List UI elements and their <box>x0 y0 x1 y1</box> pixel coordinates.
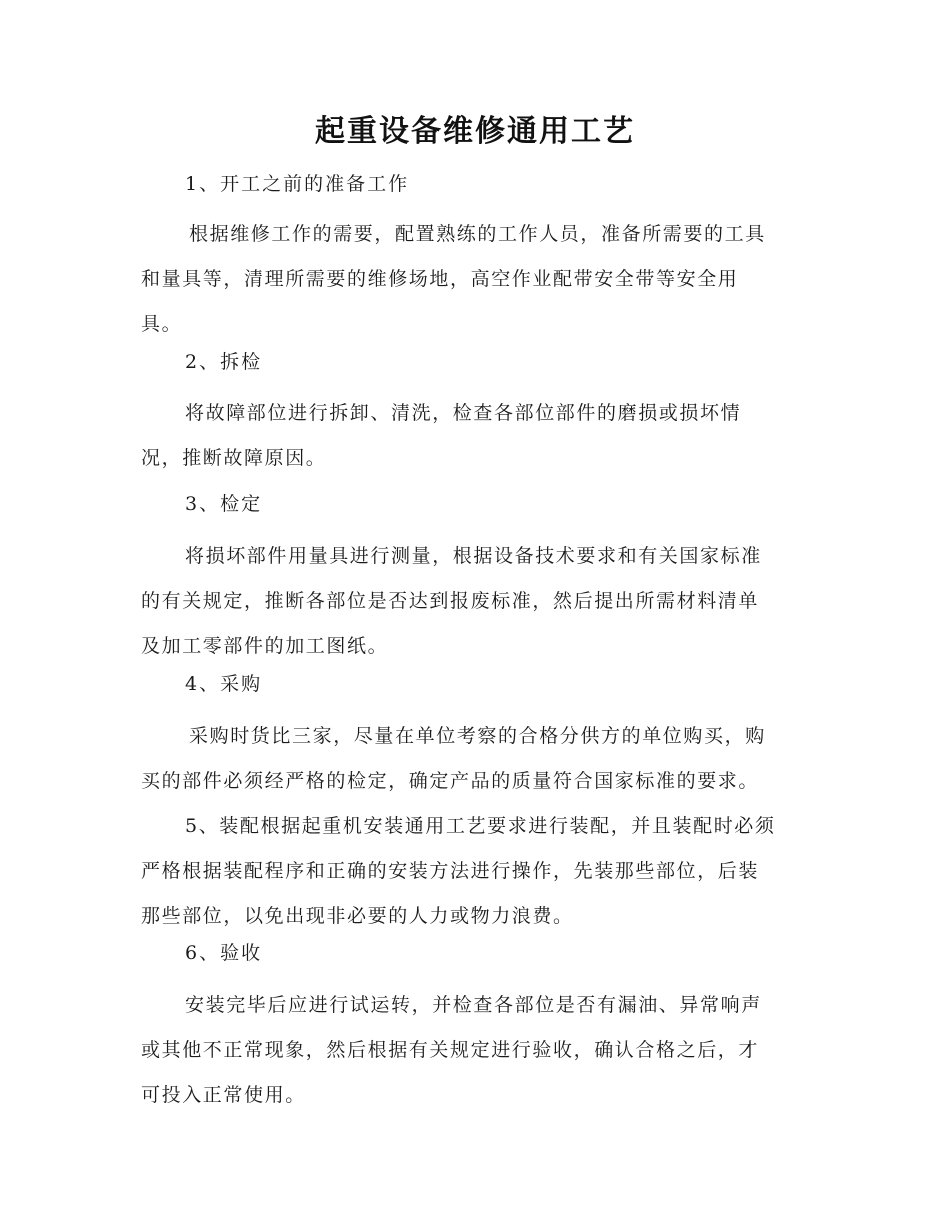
paragraph-line: 将损坏部件用量具进行测量，根据设备技术要求和有关国家标准 <box>185 545 762 567</box>
section-heading-4: 4、采购 <box>185 673 263 695</box>
paragraph-line: 及加工零部件的加工图纸。 <box>141 635 389 657</box>
paragraph-line: 采购时货比三家，尽量在单位考察的合格分供方的单位购买，购 <box>189 725 766 747</box>
paragraph-line: 买的部件必须经严格的检定，确定产品的质量符合国家标准的要求。 <box>141 770 760 792</box>
section-paragraph-3 <box>141 534 811 669</box>
section-paragraph-2 <box>141 391 811 481</box>
section-paragraph-5 <box>141 804 811 939</box>
paragraph-line: 况，推断故障原因。 <box>141 447 327 469</box>
paragraph-line: 或其他不正常现象，然后根据有关规定进行验收，确认合格之后，才 <box>141 1039 760 1061</box>
page-title: 起重设备维修通用工艺 <box>315 114 635 149</box>
paragraph-line: 具。 <box>141 313 183 335</box>
section-paragraph-6 <box>141 983 811 1118</box>
paragraph-line: 5、装配根据起重机安装通用工艺要求进行装配，并且装配时必须 <box>185 815 776 837</box>
section-paragraph-1 <box>141 212 811 347</box>
paragraph-line: 可投入正常使用。 <box>141 1084 306 1106</box>
paragraph-line: 的有关规定，推断各部位是否达到报废标准，然后提出所需材料清单 <box>141 590 760 612</box>
section-heading-2: 2、拆检 <box>185 351 263 373</box>
section-heading-1: 1、开工之前的准备工作 <box>185 173 410 195</box>
paragraph-line: 将故障部位进行拆卸、清洗，检查各部位部件的磨损或损坏情 <box>185 402 742 424</box>
section-heading-6: 6、验收 <box>185 942 263 964</box>
paragraph-line: 严格根据装配程序和正确的安装方法进行操作，先装那些部位，后装 <box>141 860 760 882</box>
paragraph-line: 安装完毕后应进行试运转，并检查各部位是否有漏油、异常响声 <box>185 994 762 1016</box>
section-heading-3: 3、检定 <box>185 493 263 515</box>
section-paragraph-4 <box>141 714 811 804</box>
paragraph-line: 根据维修工作的需要，配置熟练的工作人员，准备所需要的工具 <box>189 223 766 245</box>
paragraph-line: 那些部位，以免出现非必要的人力或物力浪费。 <box>141 905 574 927</box>
paragraph-line: 和量具等，清理所需要的维修场地，高空作业配带安全带等安全用 <box>141 268 739 290</box>
